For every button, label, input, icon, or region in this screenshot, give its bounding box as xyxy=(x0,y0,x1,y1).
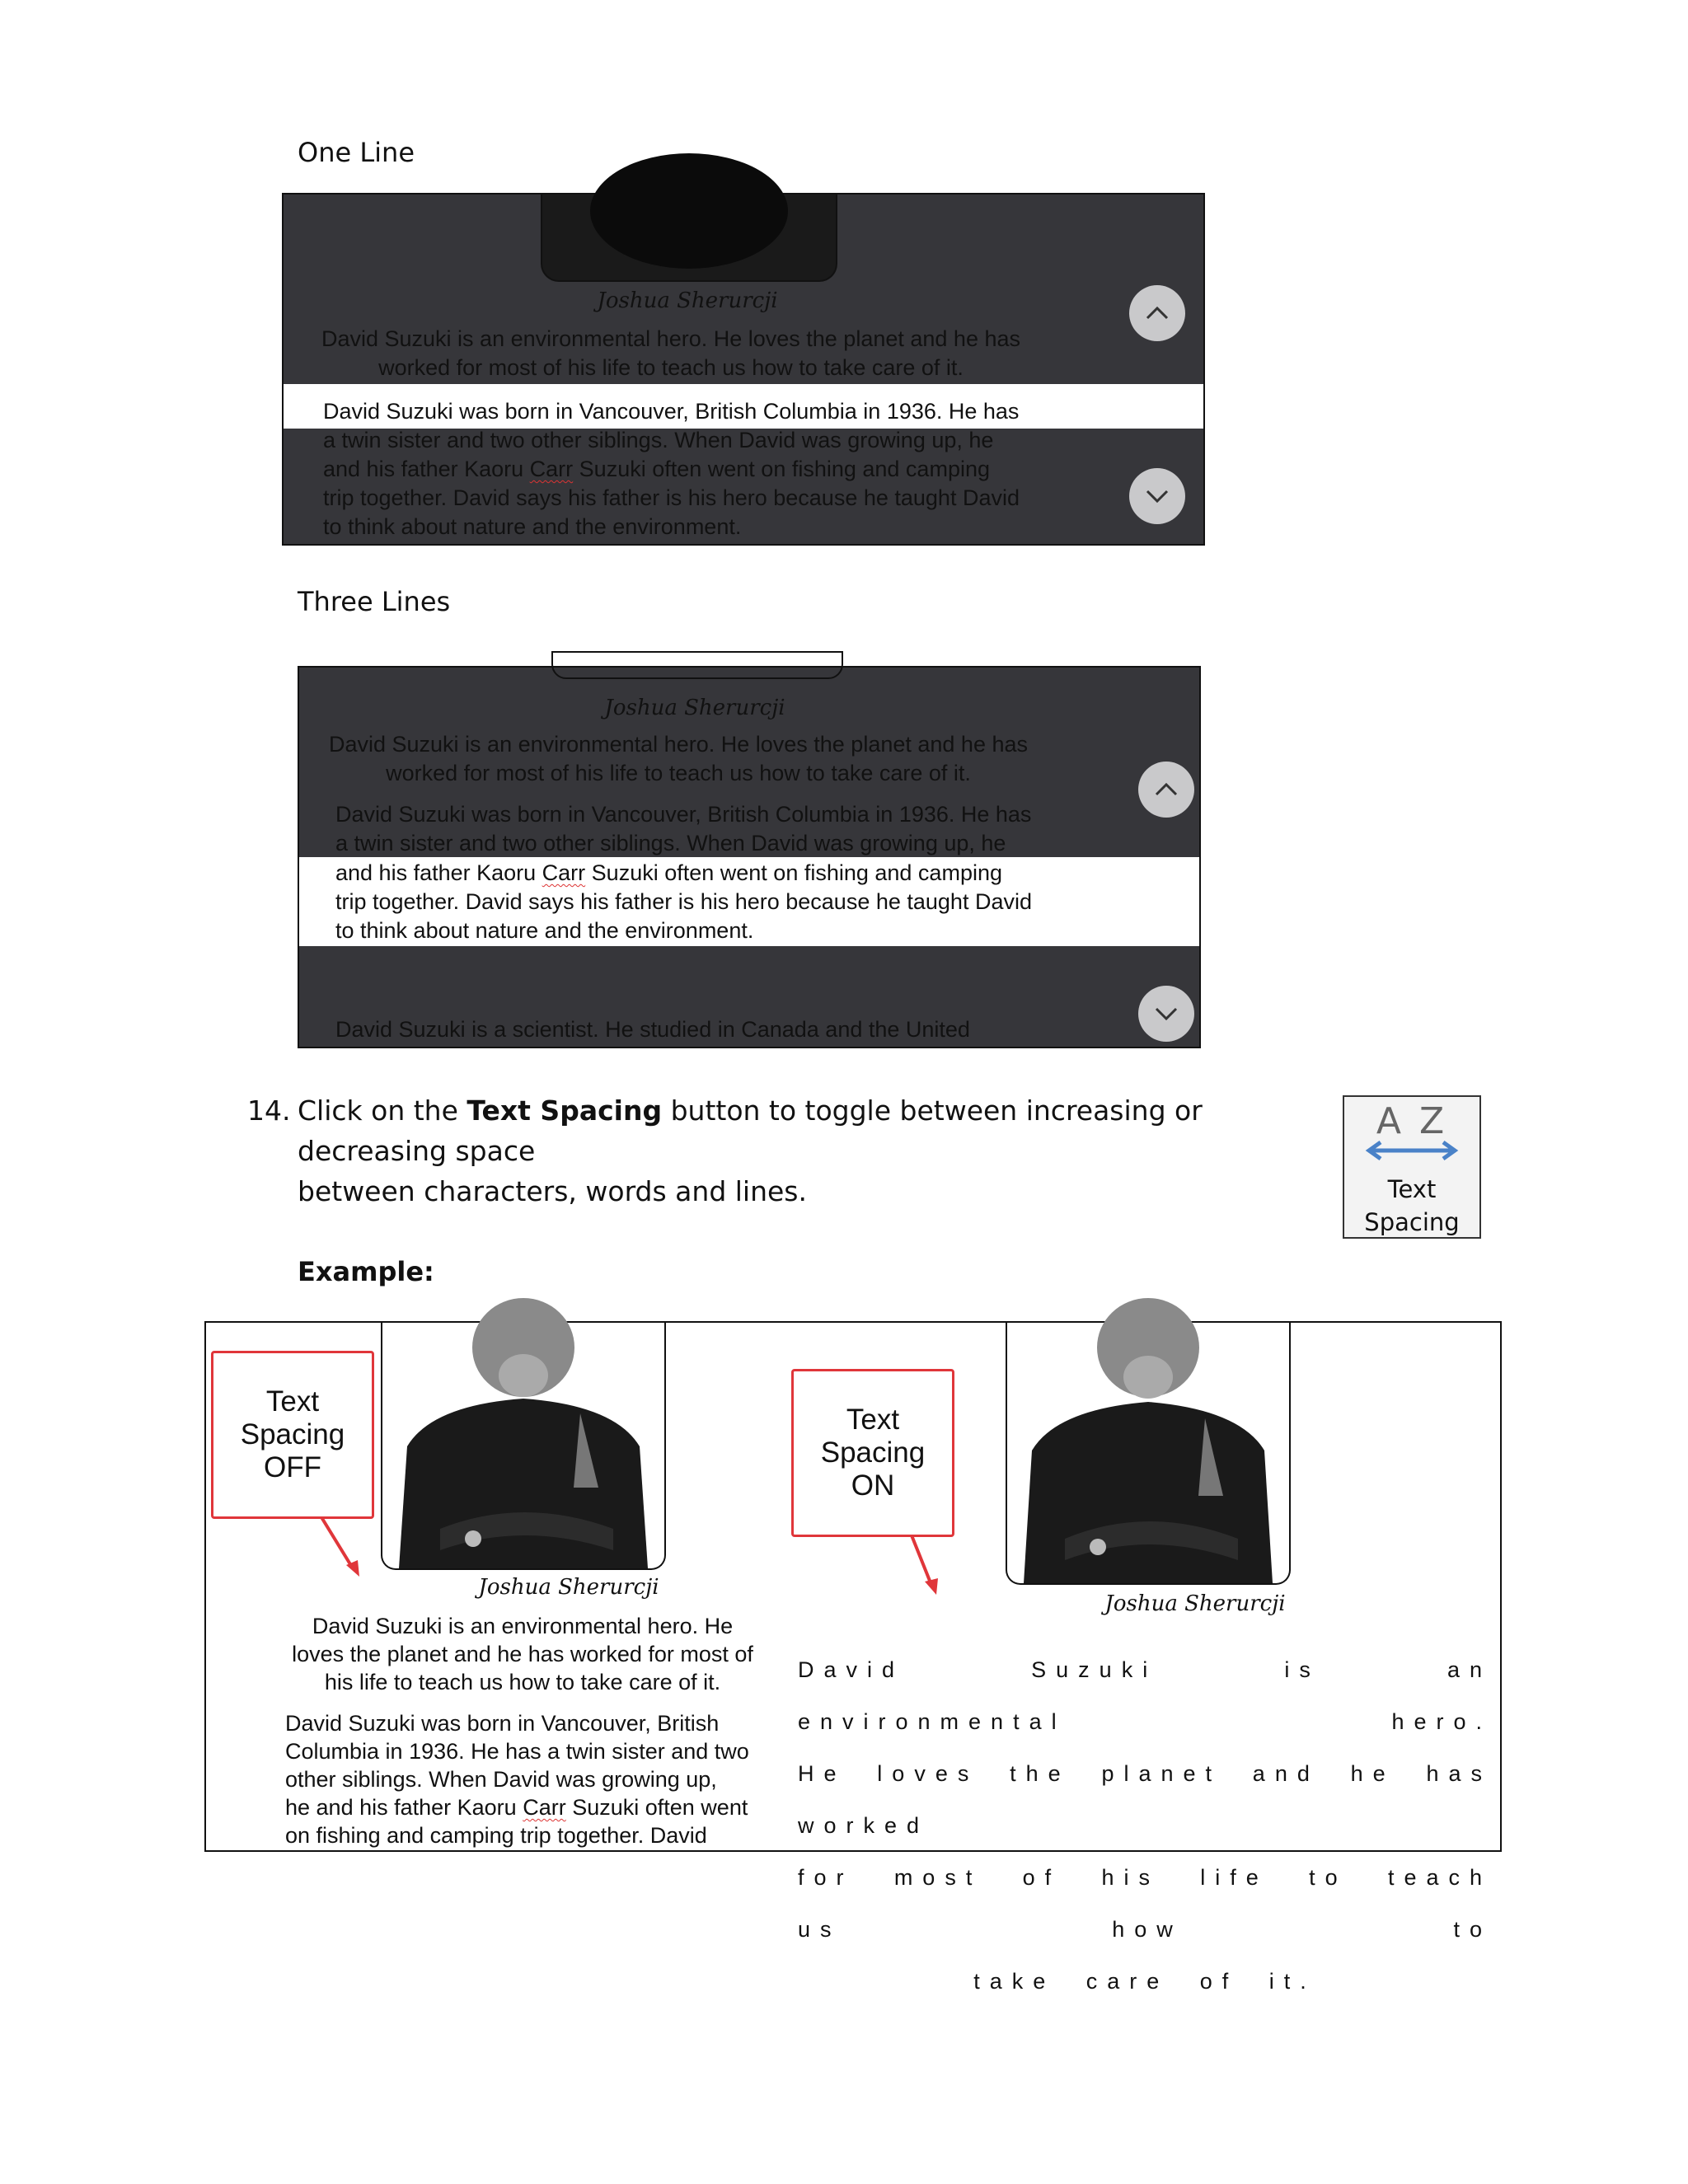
paragraph-3-dimmed: David Suzuki is a scientist. He studied in Canada and the United xyxy=(335,1017,970,1042)
left-paragraph-2: David Suzuki was born in Vancouver, British Columbia in 1936. He has a twin sister and two other siblings. When David was growing up, he and his father Kaoru Carr Suzuki often went on fishing and camping trip together. David xyxy=(285,1711,749,1848)
three-lines-screenshot xyxy=(298,666,1201,1048)
paragraph-2-dimmed: David Suzuki was born in Vancouver, British Columbia in 1936. He has a twin sister and two other siblings. When David was growing up, he xyxy=(335,802,1032,855)
callout-pointer-arrow xyxy=(313,1514,371,1580)
scroll-down-button[interactable] xyxy=(1138,986,1194,1042)
section-heading-three-lines: Three Lines xyxy=(298,586,451,617)
scroll-up-button[interactable] xyxy=(1129,285,1185,341)
callout-text-spacing-off: Text Spacing OFF xyxy=(211,1351,374,1519)
left-paragraph-1: David Suzuki is an environmental hero. He loves the planet and he has worked for most of his life to teach us how to take care of it. xyxy=(292,1614,753,1694)
double-arrow-icon xyxy=(1362,1140,1461,1161)
portrait-photo-left xyxy=(381,1323,666,1570)
portrait-frame-edge xyxy=(551,651,843,679)
section-heading-one-line: One Line xyxy=(298,137,415,168)
paragraph-1: David Suzuki is an environmental hero. He loves the planet and he has worked for most of his life to teach us how to take care of it. xyxy=(321,326,1020,380)
photo-caption-left: Joshua Sherurcji xyxy=(478,1575,659,1600)
right-spaced-paragraph: David Suzuki is an environmental hero. He loves the planet and he has worked for most of his life to teach us how to take care of it. xyxy=(798,1657,1492,1994)
icon-label: Text Spacing xyxy=(1364,1175,1460,1236)
highlighted-line: David Suzuki was born in Vancouver, British Columbia in 1936. He has xyxy=(323,399,1020,424)
portrait-photo xyxy=(541,194,837,282)
photo-caption-right: Joshua Sherurcji xyxy=(1104,1591,1286,1616)
scroll-down-button[interactable] xyxy=(1129,468,1185,524)
chevron-up-icon xyxy=(1150,773,1183,806)
highlighted-lines: and his father Kaoru Carr Suzuki often went on fishing and camping trip together. David says his father is his hero because he taught David to think about nature and the environment. xyxy=(335,860,1032,943)
chevron-down-icon xyxy=(1141,480,1174,513)
example-label: Example: xyxy=(298,1256,434,1287)
chevron-up-icon xyxy=(1141,297,1174,330)
scroll-up-button[interactable] xyxy=(1138,762,1194,818)
step-14-text: Click on the Text Spacing button to toggle between increasing or decreasing space between characters, words and lines. xyxy=(298,1094,1203,1207)
one-line-screenshot xyxy=(282,193,1205,546)
photo-caption: Joshua Sherurcji xyxy=(597,288,778,313)
paragraph-1: David Suzuki is an environmental hero. He loves the planet and he has worked for most of his life to teach us how to take care of it. xyxy=(328,732,1028,785)
example-figure xyxy=(204,1321,1502,1994)
text-spacing-toolbar-button[interactable] xyxy=(1343,1095,1481,1239)
photo-caption: Joshua Sherurcji xyxy=(604,696,785,720)
callout-text-spacing-on: Text Spacing ON xyxy=(791,1369,954,1537)
chevron-down-icon xyxy=(1150,997,1183,1030)
callout-pointer-arrow xyxy=(907,1532,948,1598)
az-letters: A Z xyxy=(1376,1100,1448,1142)
paragraph-2: a twin sister and two other siblings. When David was growing up, he and his father Kaoru Carr Suzuki often went on fishing and camping trip together. David says his father is his hero because he taught David to think about nature and the environment. xyxy=(323,428,1020,539)
portrait-photo-right xyxy=(1006,1323,1291,1585)
step-number: 14. xyxy=(247,1094,291,1127)
